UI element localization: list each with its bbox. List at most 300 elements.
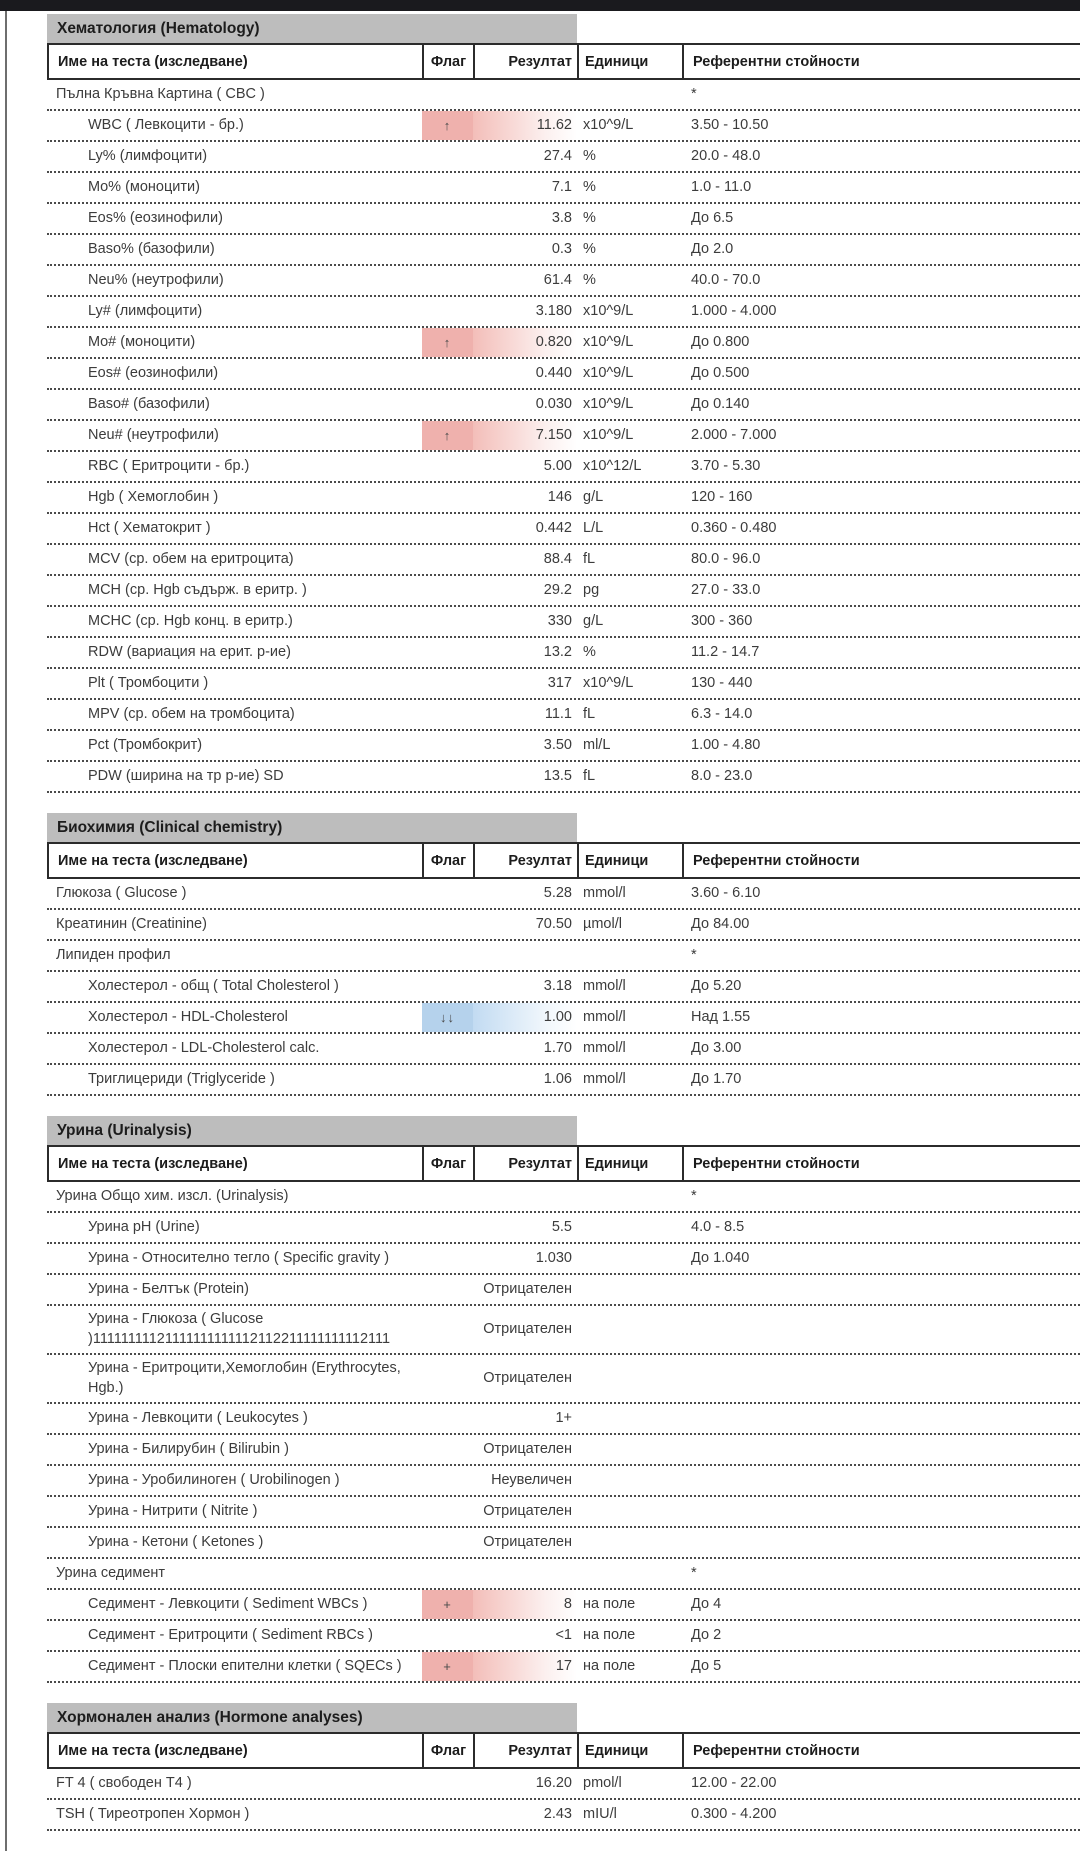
table-row bbox=[47, 359, 1080, 390]
units-cell: x10^9/L bbox=[583, 674, 634, 691]
flag-cell bbox=[422, 972, 473, 1001]
units-cell: x10^9/L bbox=[583, 302, 634, 319]
column-header-name: Име на теста (изследване) bbox=[49, 1734, 424, 1767]
reference-cell: До 0.800 bbox=[691, 333, 750, 350]
reference-cell: До 3.00 bbox=[691, 1039, 742, 1056]
test-name-cell: Ly% (лимфоцити) bbox=[88, 147, 208, 164]
result-cell: 11.1 bbox=[544, 705, 572, 722]
flag-cell bbox=[422, 1182, 473, 1211]
table-row bbox=[47, 1355, 1080, 1404]
section-title: Хематология (Hematology) bbox=[47, 14, 577, 43]
units-cell: x10^12/L bbox=[583, 457, 642, 474]
units-cell: pg bbox=[583, 581, 600, 598]
flag-cell bbox=[422, 1404, 473, 1433]
table-row bbox=[47, 1652, 1080, 1683]
units-cell bbox=[577, 1182, 682, 1211]
result-cell: 16.20 bbox=[535, 1774, 572, 1791]
units-cell: на поле bbox=[583, 1626, 636, 1643]
test-name-cell: Eos% (еозинофили) bbox=[88, 209, 223, 226]
result-cell: 70.50 bbox=[535, 915, 572, 932]
result-cell: 29.2 bbox=[543, 581, 572, 598]
test-name-cell: TSH ( Тиреотропен Хормон ) bbox=[56, 1805, 250, 1822]
test-name-cell: Урина - Белтък (Protein) bbox=[88, 1280, 249, 1297]
test-name-cell: Урина - Билирубин ( Bilirubin ) bbox=[88, 1440, 289, 1457]
units-cell: L/L bbox=[583, 519, 604, 536]
reference-cell: 120 - 160 bbox=[691, 488, 753, 505]
units-cell bbox=[577, 80, 682, 109]
table-row bbox=[47, 607, 1080, 638]
units-cell bbox=[577, 1528, 682, 1557]
units-cell: mmol/l bbox=[583, 884, 626, 901]
column-header-name: Име на теста (изследване) bbox=[49, 1147, 424, 1180]
report-body bbox=[47, 14, 1080, 1851]
flag-cell bbox=[422, 1559, 473, 1588]
table-row bbox=[47, 1769, 1080, 1800]
reference-cell: 0.360 - 0.480 bbox=[691, 519, 777, 536]
reference-cell: До 2 bbox=[691, 1626, 722, 1643]
result-cell: 0.3 bbox=[551, 240, 572, 257]
test-name-cell: Урина - Глюкоза ( Glucose )11111111121111111111112112211111111112111 bbox=[88, 1311, 391, 1347]
table-row bbox=[47, 390, 1080, 421]
result-cell bbox=[473, 1182, 577, 1211]
reference-cell: 1.0 - 11.0 bbox=[691, 178, 752, 195]
test-name-cell: Урина - Еритроцити,Хемоглобин (Erythrocytes, Hgb.) bbox=[88, 1360, 401, 1396]
result-cell: 5.00 bbox=[543, 457, 572, 474]
test-name-cell: WBC ( Левкоцити - бр.) bbox=[88, 116, 244, 133]
table-row bbox=[47, 173, 1080, 204]
test-name-cell: Урина pH (Urine) bbox=[88, 1218, 200, 1235]
result-cell: 1.06 bbox=[543, 1070, 572, 1087]
test-name-cell: Neu% (неутрофили) bbox=[88, 271, 224, 288]
units-cell: mmol/l bbox=[583, 1070, 626, 1087]
units-cell bbox=[577, 1404, 682, 1433]
flag-cell: ↑ bbox=[422, 421, 473, 450]
test-name-cell: Урина - Нитрити ( Nitrite ) bbox=[88, 1502, 258, 1519]
lab-section bbox=[47, 813, 1080, 1096]
reference-cell: * bbox=[691, 1187, 697, 1204]
test-name-cell: Hct ( Хематокрит ) bbox=[88, 519, 211, 536]
table-row bbox=[47, 1497, 1080, 1528]
flag-cell bbox=[422, 1034, 473, 1063]
section-title: Биохимия (Clinical chemistry) bbox=[47, 813, 577, 842]
units-cell: на поле bbox=[583, 1595, 636, 1612]
test-name-cell: Триглицериди (Triglyceride ) bbox=[88, 1070, 275, 1087]
table-header-row bbox=[47, 1732, 1080, 1769]
test-name-cell: MCH (ср. Hgb съдърж. в еритр. ) bbox=[88, 581, 307, 598]
result-cell: 8 bbox=[473, 1590, 577, 1619]
flag-cell bbox=[422, 762, 473, 791]
table-row bbox=[47, 1404, 1080, 1435]
column-header-flag: Флаг bbox=[424, 1147, 475, 1180]
flag-cell bbox=[422, 700, 473, 729]
reference-cell: 0.300 - 4.200 bbox=[691, 1805, 777, 1822]
result-cell: 2.43 bbox=[543, 1805, 572, 1822]
flag-cell bbox=[422, 266, 473, 295]
flag-cell bbox=[422, 1213, 473, 1242]
result-cell: Отрицателен bbox=[483, 1280, 572, 1297]
result-cell: 3.180 bbox=[535, 302, 572, 319]
result-cell: Отрицателен bbox=[483, 1320, 572, 1337]
table-row bbox=[47, 762, 1080, 793]
table-group-row bbox=[47, 941, 1080, 972]
units-cell: mIU/l bbox=[583, 1805, 617, 1822]
test-name-cell: Холестерол - общ ( Total Cholesterol ) bbox=[88, 977, 339, 994]
table-header-row bbox=[47, 43, 1080, 80]
flag-cell bbox=[422, 1275, 473, 1304]
table-row bbox=[47, 545, 1080, 576]
result-cell: 13.5 bbox=[543, 767, 572, 784]
test-name-cell: FT 4 ( свободен T4 ) bbox=[56, 1774, 192, 1791]
flag-cell bbox=[422, 1621, 473, 1650]
flag-cell bbox=[422, 638, 473, 667]
reference-cell: 4.0 - 8.5 bbox=[691, 1218, 745, 1235]
flag-cell bbox=[422, 173, 473, 202]
units-cell bbox=[577, 1466, 682, 1495]
reference-cell: 2.000 - 7.000 bbox=[691, 426, 777, 443]
result-cell: 317 bbox=[547, 674, 572, 691]
flag-cell bbox=[422, 1355, 473, 1402]
column-header-units: Единици bbox=[579, 1734, 684, 1767]
flag-cell bbox=[422, 390, 473, 419]
result-cell: 11.62 bbox=[473, 111, 577, 140]
table-row bbox=[47, 328, 1080, 359]
reference-cell bbox=[682, 1528, 1080, 1557]
reference-cell: 300 - 360 bbox=[691, 612, 753, 629]
flag-cell: ↑ bbox=[422, 328, 473, 357]
table-row bbox=[47, 910, 1080, 941]
table-row bbox=[47, 879, 1080, 910]
reference-cell: * bbox=[691, 946, 697, 963]
table-group-row bbox=[47, 1182, 1080, 1213]
units-cell: mmol/l bbox=[583, 1039, 626, 1056]
reference-cell bbox=[682, 1466, 1080, 1495]
flag-cell: ↓↓ bbox=[422, 1003, 473, 1032]
result-cell: Отрицателен bbox=[483, 1533, 572, 1550]
result-cell: 0.440 bbox=[535, 364, 572, 381]
flag-cell bbox=[422, 1800, 473, 1829]
test-name-cell: Седимент - Левкоцити ( Sediment WBCs ) bbox=[88, 1595, 368, 1612]
report-sections bbox=[47, 14, 1080, 1831]
reference-cell: * bbox=[691, 85, 697, 102]
section-title: Урина (Urinalysis) bbox=[47, 1116, 577, 1145]
flag-cell bbox=[422, 142, 473, 171]
units-cell: fL bbox=[583, 767, 596, 784]
flag-cell bbox=[422, 483, 473, 512]
result-cell: 3.18 bbox=[543, 977, 572, 994]
result-cell: Неувеличен bbox=[491, 1471, 572, 1488]
column-header-flag: Флаг bbox=[424, 1734, 475, 1767]
result-cell: 1+ bbox=[555, 1409, 572, 1426]
units-cell: g/L bbox=[583, 612, 604, 629]
reference-cell: До 5.20 bbox=[691, 977, 742, 994]
result-cell: 1.70 bbox=[543, 1039, 572, 1056]
result-cell: 13.2 bbox=[543, 643, 572, 660]
flag-cell bbox=[422, 235, 473, 264]
reference-cell: 20.0 - 48.0 bbox=[691, 147, 761, 164]
reference-cell: До 84.00 bbox=[691, 915, 750, 932]
table-row bbox=[47, 235, 1080, 266]
flag-cell bbox=[422, 1466, 473, 1495]
result-cell: 1.030 bbox=[535, 1249, 572, 1266]
reference-cell: 6.3 - 14.0 bbox=[691, 705, 753, 722]
flag-cell bbox=[422, 204, 473, 233]
flag-cell: ↑ bbox=[422, 111, 473, 140]
units-cell: fL bbox=[583, 705, 596, 722]
test-name-cell: Урина - Кетони ( Ketones ) bbox=[88, 1533, 264, 1550]
table-row bbox=[47, 1244, 1080, 1275]
result-cell: 0.442 bbox=[535, 519, 572, 536]
result-cell: <1 bbox=[555, 1626, 572, 1643]
table-row bbox=[47, 1275, 1080, 1306]
units-cell: % bbox=[583, 209, 596, 226]
column-header-result: Резултат bbox=[475, 1147, 579, 1180]
table-row bbox=[47, 1621, 1080, 1652]
column-header-reference: Референтни стойности bbox=[693, 1743, 860, 1760]
table-row bbox=[47, 1213, 1080, 1244]
result-cell: 88.4 bbox=[543, 550, 572, 567]
flag-cell bbox=[422, 1065, 473, 1094]
units-cell bbox=[577, 1275, 682, 1304]
table-row bbox=[47, 700, 1080, 731]
test-name-cell: MCV (ср. обем на еритроцита) bbox=[88, 550, 294, 567]
test-name-cell: Холестерол - HDL-Cholesterol bbox=[88, 1008, 288, 1025]
units-cell: g/L bbox=[583, 488, 604, 505]
column-header-reference: Референтни стойности bbox=[693, 54, 860, 70]
units-cell: x10^9/L bbox=[583, 333, 634, 350]
table-row bbox=[47, 1800, 1080, 1831]
flag-cell bbox=[422, 910, 473, 939]
flag-cell bbox=[422, 1769, 473, 1798]
reference-cell bbox=[682, 1275, 1080, 1304]
column-header-result: Резултат bbox=[475, 1734, 579, 1767]
flag-cell bbox=[422, 452, 473, 481]
test-name-cell: Глюкоза ( Glucose ) bbox=[56, 884, 187, 901]
units-cell bbox=[577, 1306, 682, 1353]
table-row bbox=[47, 142, 1080, 173]
flag-cell bbox=[422, 941, 473, 970]
test-name-cell: Седимент - Плоски епителни клетки ( SQECs ) bbox=[88, 1657, 402, 1674]
test-name-cell: Пълна Кръвна Картина ( CBC ) bbox=[56, 85, 265, 102]
result-cell: 330 bbox=[547, 612, 572, 629]
flag-cell bbox=[422, 80, 473, 109]
test-name-cell: Креатинин (Creatinine) bbox=[56, 915, 207, 932]
flag-cell bbox=[422, 731, 473, 760]
column-header-flag: Флаг bbox=[424, 45, 475, 78]
test-name-cell: Ly# (лимфоцити) bbox=[88, 302, 203, 319]
test-name-cell: PDW (ширина на тр р-ие) SD bbox=[88, 767, 284, 784]
test-name-cell: RDW (вариация на ерит. р-ие) bbox=[88, 643, 291, 660]
units-cell bbox=[577, 1244, 682, 1273]
flag-cell: + bbox=[422, 1652, 473, 1681]
table-header-row bbox=[47, 842, 1080, 879]
flag-cell bbox=[422, 607, 473, 636]
column-header-flag: Флаг bbox=[424, 844, 475, 877]
reference-cell: Над 1.55 bbox=[691, 1008, 751, 1025]
table-row bbox=[47, 972, 1080, 1003]
reference-cell: 11.2 - 14.7 bbox=[691, 643, 760, 660]
units-cell: ml/L bbox=[583, 736, 611, 753]
reference-cell: До 4 bbox=[691, 1595, 722, 1612]
result-cell: 3.8 bbox=[551, 209, 572, 226]
reference-cell: 27.0 - 33.0 bbox=[691, 581, 761, 598]
test-name-cell: RBC ( Еритроцити - бр.) bbox=[88, 457, 250, 474]
flag-cell bbox=[422, 359, 473, 388]
table-row bbox=[47, 1466, 1080, 1497]
result-cell: 1.00 bbox=[473, 1003, 577, 1032]
lab-section bbox=[47, 1703, 1080, 1831]
reference-cell: До 2.0 bbox=[691, 240, 734, 257]
lab-section bbox=[47, 1116, 1080, 1683]
result-cell: 7.150 bbox=[473, 421, 577, 450]
test-name-cell: Pct (Тромбокрит) bbox=[88, 736, 203, 753]
result-cell: 61.4 bbox=[543, 271, 572, 288]
reference-cell: 3.60 - 6.10 bbox=[691, 884, 761, 901]
column-header-reference: Референтни стойности bbox=[693, 1156, 860, 1172]
reference-cell: 1.000 - 4.000 bbox=[691, 302, 777, 319]
column-header-result: Резултат bbox=[475, 45, 579, 78]
reference-cell: 3.70 - 5.30 bbox=[691, 457, 761, 474]
test-name-cell: Холестерол - LDL-Cholesterol calc. bbox=[88, 1039, 320, 1056]
reference-cell: До 6.5 bbox=[691, 209, 734, 226]
table-row bbox=[47, 1590, 1080, 1621]
reference-cell: 130 - 440 bbox=[691, 674, 753, 691]
test-name-cell: Урина - Относително тегло ( Specific gravity ) bbox=[88, 1249, 390, 1266]
units-cell: % bbox=[583, 240, 596, 257]
units-cell bbox=[577, 941, 682, 970]
units-cell: % bbox=[583, 147, 596, 164]
test-name-cell: Урина - Уробилиноген ( Urobilinogen ) bbox=[88, 1471, 340, 1488]
units-cell: x10^9/L bbox=[583, 116, 634, 133]
reference-cell: 12.00 - 22.00 bbox=[691, 1774, 777, 1791]
reference-cell bbox=[682, 1404, 1080, 1433]
units-cell bbox=[577, 1497, 682, 1526]
units-cell: % bbox=[583, 271, 596, 288]
reference-cell bbox=[682, 1497, 1080, 1526]
result-cell: 5.28 bbox=[543, 884, 572, 901]
units-cell bbox=[577, 1355, 682, 1402]
result-cell: 17 bbox=[473, 1652, 577, 1681]
column-header-reference: Референтни стойности bbox=[693, 853, 860, 869]
result-cell: 27.4 bbox=[543, 147, 572, 164]
test-name-cell: Baso% (базофили) bbox=[88, 240, 215, 257]
table-group-row bbox=[47, 1559, 1080, 1590]
top-black-bar bbox=[0, 0, 1080, 11]
table-header-row bbox=[47, 1145, 1080, 1182]
test-name-cell: Седимент - Еритроцити ( Sediment RBCs ) bbox=[88, 1626, 373, 1643]
units-cell: x10^9/L bbox=[583, 364, 634, 381]
table-row bbox=[47, 1034, 1080, 1065]
reference-cell: До 0.500 bbox=[691, 364, 750, 381]
units-cell: fL bbox=[583, 550, 596, 567]
units-cell bbox=[577, 1435, 682, 1464]
table-row bbox=[47, 111, 1080, 142]
units-cell: % bbox=[583, 178, 596, 195]
test-name-cell: Mo# (моноцити) bbox=[88, 333, 196, 350]
reference-cell: До 1.040 bbox=[691, 1249, 750, 1266]
test-name-cell: Mo% (моноцити) bbox=[88, 178, 200, 195]
units-cell: mmol/l bbox=[583, 977, 626, 994]
table-row bbox=[47, 452, 1080, 483]
test-name-cell: Hgb ( Хемоглобин ) bbox=[88, 488, 219, 505]
result-cell: Отрицателен bbox=[483, 1502, 572, 1519]
flag-cell bbox=[422, 1244, 473, 1273]
flag-cell bbox=[422, 879, 473, 908]
result-cell: 0.820 bbox=[473, 328, 577, 357]
test-name-cell: MPV (ср. обем на тромбоцита) bbox=[88, 705, 295, 722]
result-cell: 0.030 bbox=[535, 395, 572, 412]
table-row bbox=[47, 731, 1080, 762]
units-cell: x10^9/L bbox=[583, 426, 634, 443]
test-name-cell: Baso# (базофили) bbox=[88, 395, 210, 412]
reference-cell bbox=[682, 1355, 1080, 1402]
flag-cell bbox=[422, 297, 473, 326]
table-row bbox=[47, 638, 1080, 669]
test-name-cell: Eos# (еозинофили) bbox=[88, 364, 219, 381]
table-row bbox=[47, 1528, 1080, 1559]
reference-cell: 40.0 - 70.0 bbox=[691, 271, 761, 288]
reference-cell bbox=[682, 1435, 1080, 1464]
lab-section bbox=[47, 14, 1080, 793]
table-row bbox=[47, 297, 1080, 328]
table-row bbox=[47, 669, 1080, 700]
units-cell: x10^9/L bbox=[583, 395, 634, 412]
units-cell: mmol/l bbox=[583, 1008, 626, 1025]
reference-cell: * bbox=[691, 1564, 697, 1581]
flag-cell bbox=[422, 1435, 473, 1464]
column-header-units: Единици bbox=[579, 45, 684, 78]
test-name-cell: Урина - Левкоцити ( Leukocytes ) bbox=[88, 1409, 308, 1426]
units-cell: pmol/l bbox=[583, 1774, 622, 1791]
table-group-row bbox=[47, 80, 1080, 111]
test-name-cell: MCHC (ср. Hgb конц. в еритр.) bbox=[88, 612, 293, 629]
flag-cell bbox=[422, 669, 473, 698]
table-row bbox=[47, 266, 1080, 297]
table-row bbox=[47, 204, 1080, 235]
flag-cell bbox=[422, 1528, 473, 1557]
result-cell: 146 bbox=[547, 488, 572, 505]
units-cell: на поле bbox=[583, 1657, 636, 1674]
reference-cell: 1.00 - 4.80 bbox=[691, 736, 761, 753]
table-row bbox=[47, 514, 1080, 545]
table-row bbox=[47, 576, 1080, 607]
table-row bbox=[47, 1306, 1080, 1355]
flag-cell bbox=[422, 514, 473, 543]
test-name-cell: Neu# (неутрофили) bbox=[88, 426, 219, 443]
table-row bbox=[47, 1435, 1080, 1466]
flag-cell bbox=[422, 1497, 473, 1526]
section-title: Хормонален анализ (Hormone analyses) bbox=[47, 1703, 577, 1732]
result-cell: Отрицателен bbox=[483, 1440, 572, 1457]
result-cell bbox=[473, 1559, 577, 1588]
units-cell bbox=[577, 1559, 682, 1588]
table-row bbox=[47, 1003, 1080, 1034]
column-header-name: Име на теста (изследване) bbox=[49, 45, 424, 78]
result-cell: Отрицателен bbox=[483, 1369, 572, 1386]
reference-cell: До 5 bbox=[691, 1657, 722, 1674]
units-cell bbox=[577, 1213, 682, 1242]
test-name-cell: Plt ( Тромбоцити ) bbox=[88, 674, 209, 691]
column-header-units: Единици bbox=[579, 1147, 684, 1180]
test-name-cell: Липиден профил bbox=[56, 946, 171, 963]
table-row bbox=[47, 421, 1080, 452]
units-cell: µmol/l bbox=[583, 915, 622, 932]
result-cell: 3.50 bbox=[543, 736, 572, 753]
column-header-result: Резултат bbox=[475, 844, 579, 877]
reference-cell: 3.50 - 10.50 bbox=[691, 116, 769, 133]
table-row bbox=[47, 1065, 1080, 1096]
reference-cell bbox=[682, 1306, 1080, 1353]
result-cell: 5.5 bbox=[551, 1218, 572, 1235]
